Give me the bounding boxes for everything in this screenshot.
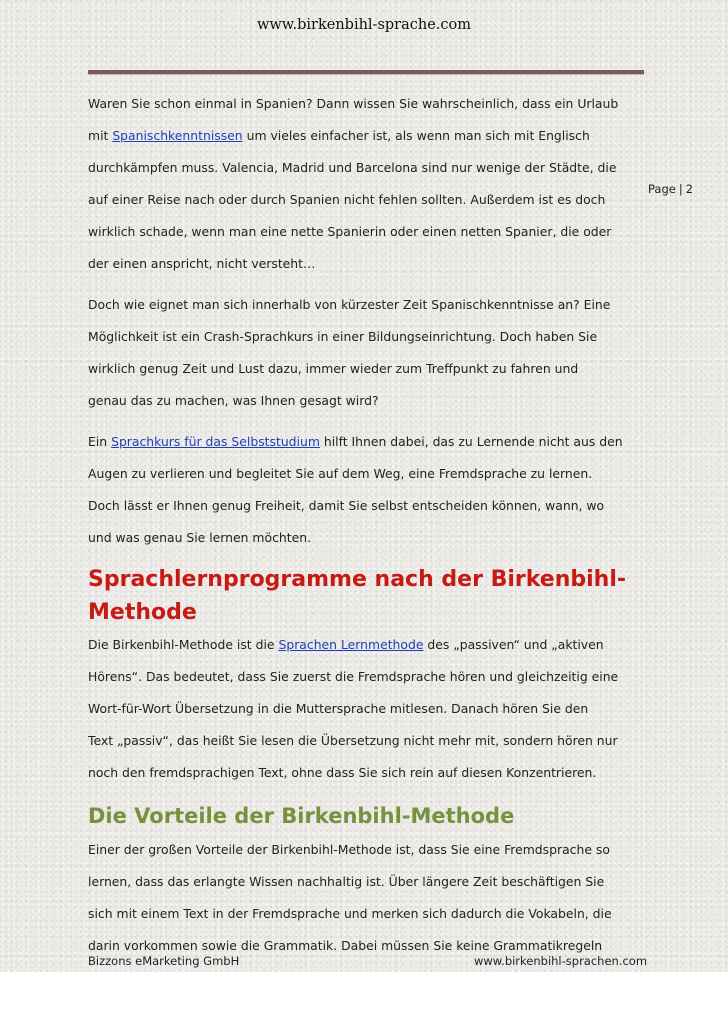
text-line: und was genau Sie lernen möchten. — [88, 530, 312, 545]
text-line: mit — [88, 128, 113, 143]
text-line: hilft Ihnen dabei, das zu Lernende nicht aus den — [319, 434, 623, 449]
paragraph-advantages — [88, 834, 648, 962]
text-line: Doch wie eignet man sich innerhalb von kürzester Zeit Spanischkenntnisse an? Eine — [88, 297, 611, 312]
heading-sprachlernprogramme — [88, 563, 648, 629]
text-line: Hörens“. Das bedeutet, dass Sie zuerst die Fremdsprache hören und gleichzeitig eine — [88, 669, 619, 684]
text-line: Die Birkenbihl-Methode ist die — [88, 637, 279, 652]
page-separator: | — [678, 182, 683, 196]
text-line: noch den fremdsprachigen Text, ohne dass Sie sich rein auf diesen Konzentrieren. — [88, 765, 597, 780]
text-line: auf einer Reise nach oder durch Spanien nicht fehlen sollten. Außerdem ist es doch — [88, 192, 606, 207]
text-line: Möglichkeit ist ein Crash-Sprachkurs in einer Bildungseinrichtung. Doch haben Sie — [88, 329, 598, 344]
link-sprachen-lernmethode[interactable]: Sprachen Lernmethode — [278, 637, 424, 652]
document-body — [88, 88, 648, 971]
heading-line: Sprachlernprogramme nach der Birkenbihl- — [88, 567, 627, 592]
page-number — [644, 180, 697, 198]
header-url: www.birkenbihl-sprache.com — [256, 17, 472, 33]
text-line: durchkämpfen muss. Valencia, Madrid und Barcelona sind nur wenige der Städte, die — [88, 160, 617, 175]
text-line: genau das zu machen, was Ihnen gesagt wird? — [88, 393, 379, 408]
text-line: darin vorkommen sowie die Grammatik. Dabei müssen Sie keine Grammatikregeln — [88, 938, 603, 953]
link-sprachkurs-selbststudium[interactable]: Sprachkurs für das Selbststudium — [111, 434, 320, 449]
paragraph-crash-course — [88, 289, 648, 417]
footer-url: www.birkenbihl-sprachen.com — [474, 954, 648, 968]
text-line: Waren Sie schon einmal in Spanien? Dann wissen Sie wahrscheinlich, dass ein Urlaub — [88, 96, 619, 111]
text-line: Text „passiv“, das heißt Sie lesen die Übersetzung nicht mehr mit, sondern hören nur — [88, 733, 618, 748]
text-line: wirklich genug Zeit und Lust dazu, immer wieder zum Treffpunkt zu fahren und — [88, 361, 579, 376]
paragraph-self-study — [88, 426, 648, 554]
text-line: sich mit einem Text in der Fremdsprache und merken sich dadurch die Vokabeln, die — [88, 906, 612, 921]
text-line: Wort-für-Wort Übersetzung in die Muttersprache mitlesen. Danach hören Sie den — [88, 701, 589, 716]
text-line: wirklich schade, wenn man eine nette Spanierin oder einen netten Spanier, die oder — [88, 224, 612, 239]
text-line: Einer der großen Vorteile der Birkenbihl-Methode ist, dass Sie eine Fremdsprache so — [88, 842, 610, 857]
footer-company: Bizzons eMarketing GmbH — [88, 954, 240, 968]
heading-vorteile: Die Vorteile der Birkenbihl-Methode — [88, 804, 515, 828]
text-line: lernen, dass das erlangte Wissen nachhaltig ist. Über längere Zeit beschäftigen Sie — [88, 874, 605, 889]
header-divider — [88, 70, 644, 75]
link-spanischkenntnissen[interactable]: Spanischkenntnissen — [112, 128, 243, 143]
page-number-value: 2 — [685, 182, 694, 196]
page-label: Page — [648, 182, 676, 196]
text-line: der einen anspricht, nicht versteht… — [88, 256, 316, 271]
text-line: um vieles einfacher ist, als wenn man sich mit Englisch — [242, 128, 590, 143]
page-bottom-margin — [0, 972, 728, 1030]
heading-line: Methode — [88, 600, 197, 625]
paragraph-intro — [88, 88, 648, 280]
text-line: Doch lässt er Ihnen genug Freiheit, damit Sie selbst entscheiden können, wann, wo — [88, 498, 605, 513]
text-line: des „passiven“ und „aktiven — [423, 637, 604, 652]
paragraph-method — [88, 629, 648, 789]
text-line: Augen zu verlieren und begleitet Sie auf dem Weg, eine Fremdsprache zu lernen. — [88, 466, 593, 481]
text-line: Ein — [88, 434, 112, 449]
